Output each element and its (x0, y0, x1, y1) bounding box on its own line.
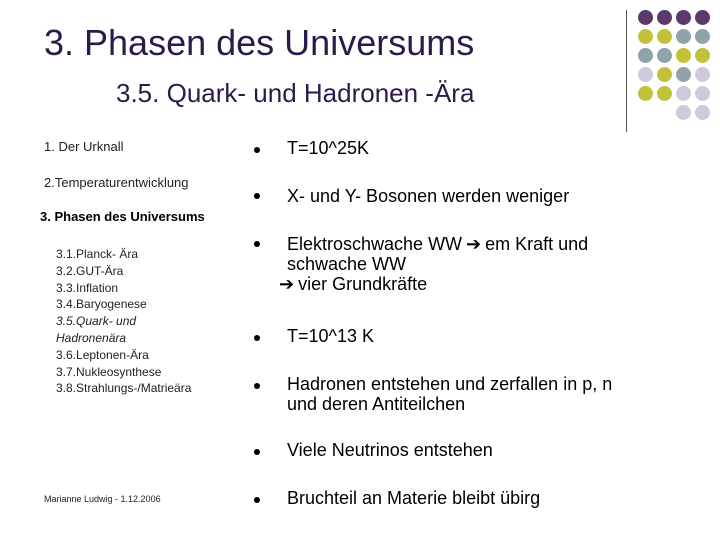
decorative-dot (657, 86, 672, 101)
bullet-dot-icon (254, 147, 260, 153)
bullet-text: Bruchteil an Materie bleibt übirg (287, 488, 541, 508)
decorative-dot (638, 10, 653, 25)
decorative-dot (695, 48, 710, 63)
bullet-dot-icon (254, 335, 260, 341)
decorative-dot (695, 10, 710, 25)
decorative-dot (695, 105, 710, 120)
decorative-dot (676, 10, 691, 25)
toc-item-temperatur: 2.Temperaturentwicklung (44, 175, 189, 190)
decorative-dot (676, 48, 691, 63)
toc-subitem: 3.2.GUT-Ära (56, 263, 124, 278)
toc-subitems (56, 246, 191, 397)
toc-item-phasen: 3. Phasen des Universums (40, 209, 205, 224)
decorative-dot (676, 29, 691, 44)
slide-subtitle: 3.5. Quark- und Hadronen -Ära (116, 78, 475, 108)
slide-title: 3. Phasen des Universums (44, 22, 475, 63)
bullet-text: Hadronen entstehen und zerfallen in p, n und deren Antiteilchen (287, 374, 613, 414)
bullet-text: T=10^13 K (287, 326, 375, 346)
bullet-dot-icon (254, 241, 260, 247)
toc-subitem: 3.8.Strahlungs-/Matrieära (56, 381, 192, 396)
decorative-dot (638, 86, 653, 101)
decorative-dot (638, 67, 653, 82)
decorative-dot (695, 29, 710, 44)
toc-subitem-current: 3.5.Quark- und Hadronenära (56, 314, 137, 345)
footer-author-date: Marianne Ludwig - 1.12.2006 (44, 494, 161, 504)
decorative-dot (657, 67, 672, 82)
toc-subitem: 3.3.Inflation (56, 280, 119, 295)
bullet-text: Viele Neutrinos entstehen (287, 440, 493, 460)
arrow-right-icon: ➔ (279, 274, 295, 294)
toc-subitem: 3.1.Planck- Ära (56, 247, 139, 261)
bullet-dot-icon (254, 449, 260, 455)
bullet-text: T=10^25K (287, 138, 370, 158)
toc-subitem: 3.7.Nukleosynthese (56, 364, 162, 379)
decorative-dot (657, 29, 672, 44)
bullet-dot-icon (254, 383, 260, 389)
toc-item-urknall: 1. Der Urknall (44, 139, 124, 154)
bullet-text: X- und Y- Bosonen werden weniger (287, 186, 570, 206)
decorative-dot (638, 29, 653, 44)
bullet-text: Elektroschwache WW ➔ em Kraft und schwache WW ➔ vier Grundkräfte (279, 234, 589, 294)
decorative-dot (676, 67, 691, 82)
decorative-dot-grid (636, 10, 720, 122)
decorative-divider (626, 10, 627, 132)
decorative-dot (657, 48, 672, 63)
decorative-dot (676, 105, 691, 120)
toc-subitem: 3.4.Baryogenese (56, 297, 147, 312)
decorative-dot (638, 48, 653, 63)
decorative-dot (695, 86, 710, 101)
decorative-dot (657, 10, 672, 25)
toc-subitem: 3.6.Leptonen-Ära (56, 347, 149, 362)
bullet-dot-icon (254, 497, 260, 503)
decorative-dot (676, 86, 691, 101)
decorative-dot (695, 67, 710, 82)
arrow-right-icon: ➔ (466, 234, 482, 254)
bullet-dot-icon (254, 193, 260, 199)
